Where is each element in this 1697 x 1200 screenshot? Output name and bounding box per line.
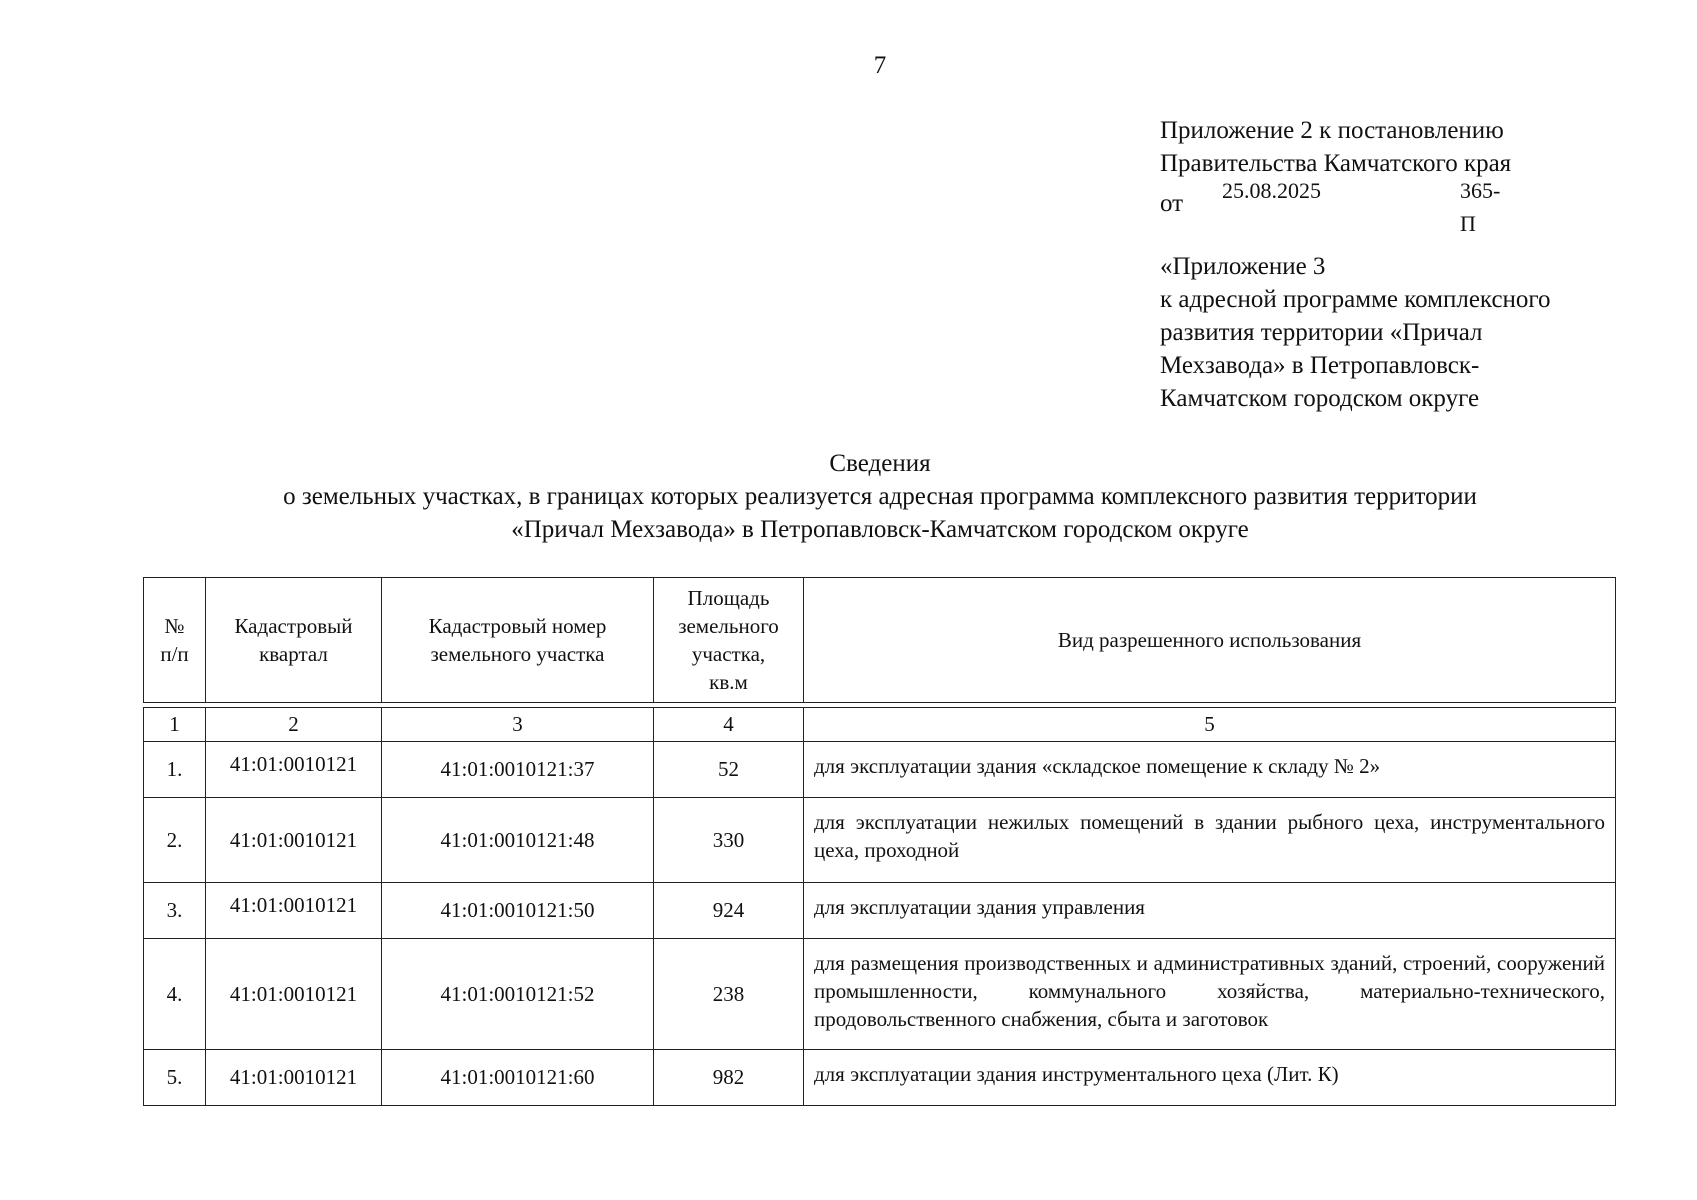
column-number: 3	[382, 708, 654, 742]
row-use: для эксплуатации здания «складское помещение к складу № 2»	[804, 742, 1616, 798]
row-area: 924	[654, 883, 804, 939]
row-use: для эксплуатации здания управления	[804, 883, 1616, 939]
row-num: 4.	[144, 939, 206, 1050]
table-header	[143, 577, 1616, 703]
row-num: 2.	[144, 798, 206, 883]
header-num-line-2: п/п	[160, 642, 189, 666]
appendix3-line-2: к адресной программе комплексного	[1160, 286, 1551, 313]
row-num: 3.	[144, 883, 206, 939]
table-row	[144, 742, 1616, 798]
row-use: для размещения производственных и административных зданий, строений, сооружений промышленности, коммунального хозяйства, материально-технического, продовольственного снабжения, сбыта и заготовок	[804, 939, 1616, 1050]
row-quarter: 41:01:0010121	[206, 939, 382, 1050]
row-quarter: 41:01:0010121	[206, 883, 382, 939]
title-line-1: Сведения	[829, 450, 931, 477]
row-quarter: 41:01:0010121	[206, 798, 382, 883]
header-quarter-line-2: квартал	[259, 642, 328, 666]
row-area: 238	[654, 939, 804, 1050]
column-number: 5	[804, 708, 1616, 742]
resolution-date: 25.08.2025	[1222, 178, 1321, 203]
appendix-header	[1160, 114, 1512, 236]
title-line-2: о земельных участках, в границах которых реализуется адресная программа комплексного развития территории	[283, 483, 1477, 510]
header-quarter	[206, 578, 382, 703]
header-cadnum-line-2: земельного участка	[430, 642, 605, 666]
table-row	[144, 1050, 1616, 1106]
appendix3-line-4: Мехзавода» в Петропавловск-	[1160, 352, 1480, 379]
title-line-3: «Причал Мехзавода» в Петропавловск-Камчатском городском округе	[511, 516, 1249, 543]
appendix3-line-1: «Приложение 3	[1160, 253, 1326, 280]
appendix-line-2: Правительства Камчатского края	[1160, 150, 1512, 177]
header-cadnum-line-1: Кадастровый номер	[428, 614, 607, 638]
column-number: 2	[206, 708, 382, 742]
table-row	[144, 883, 1616, 939]
row-quarter: 41:01:0010121	[206, 742, 382, 798]
row-cadnum: 41:01:0010121:37	[382, 742, 654, 798]
table-row	[144, 798, 1616, 883]
row-num: 1.	[144, 742, 206, 798]
header-area-line-4: кв.м	[709, 670, 748, 694]
header-num-line-1: №	[164, 614, 185, 638]
document-title	[0, 447, 1697, 546]
column-number: 1	[144, 708, 206, 742]
row-use: для эксплуатации здания инструментального цеха (Лит. К)	[804, 1050, 1616, 1106]
header-num	[144, 578, 206, 703]
header-area-line-2: земельного	[678, 614, 779, 638]
row-cadnum: 41:01:0010121:52	[382, 939, 654, 1050]
row-area: 52	[654, 742, 804, 798]
appendix-line-1: Приложение 2 к постановлению	[1160, 117, 1504, 144]
header-quarter-line-1: Кадастровый	[234, 614, 353, 638]
appendix3-header	[1160, 250, 1551, 415]
resolution-number: 365-П	[1460, 178, 1501, 236]
header-area-line-3: участка,	[691, 642, 766, 666]
row-use: для эксплуатации нежилых помещений в здании рыбного цеха, инструментального цеха, проходной	[804, 798, 1616, 883]
header-cadnum	[382, 578, 654, 703]
column-number-row	[144, 708, 1616, 742]
row-area: 330	[654, 798, 804, 883]
row-cadnum: 41:01:0010121:50	[382, 883, 654, 939]
header-area-line-1: Площадь	[687, 586, 770, 610]
table-body	[143, 707, 1616, 1106]
column-number: 4	[654, 708, 804, 742]
row-cadnum: 41:01:0010121:48	[382, 798, 654, 883]
from-label: от	[1160, 190, 1184, 217]
appendix-date-line	[1160, 178, 1511, 236]
appendix3-line-3: развития территории «Причал	[1160, 319, 1483, 346]
row-num: 5.	[144, 1050, 206, 1106]
header-area	[654, 578, 804, 703]
header-use: Вид разрешенного использования	[804, 578, 1616, 703]
row-quarter: 41:01:0010121	[206, 1050, 382, 1106]
appendix3-line-5: Камчатском городском округе	[1160, 385, 1480, 412]
row-area: 982	[654, 1050, 804, 1106]
row-cadnum: 41:01:0010121:60	[382, 1050, 654, 1106]
table-row	[144, 939, 1616, 1050]
page-number: 7	[873, 52, 887, 79]
